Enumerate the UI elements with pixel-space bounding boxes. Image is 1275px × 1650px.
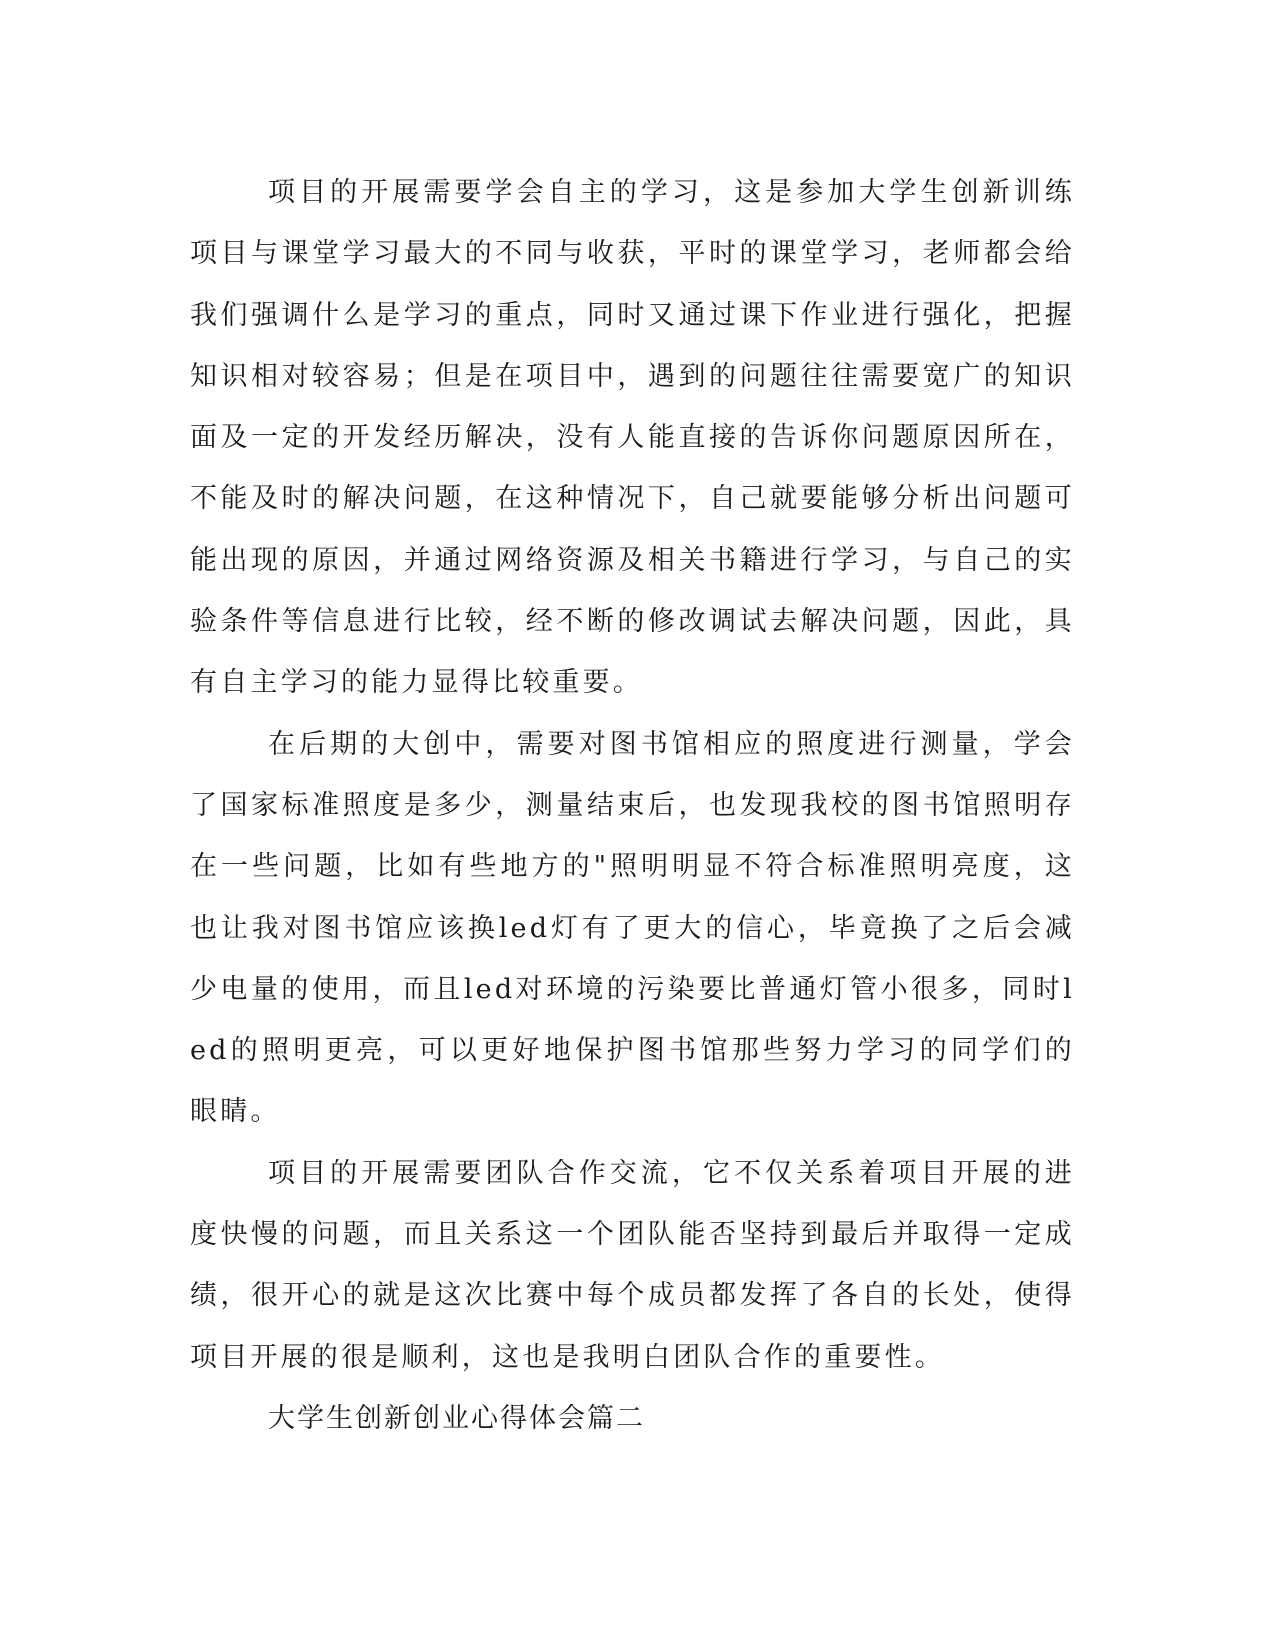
- paragraph-teamwork: 项目的开展需要团队合作交流，它不仅关系着项目开展的进度快慢的问题，而且关系这一个团队能否坚持到最后并取得一定成绩，很开心的就是这次比赛中每个成员都发挥了各自的长处，使得项目开展的很是顺利，这也是我明白团队合作的重要性。: [190, 1157, 1075, 1373]
- section-heading: 大学生创新创业心得体会篇二: [268, 1402, 645, 1434]
- document-body: [190, 162, 1075, 1449]
- paragraph-library-lighting: 在后期的大创中，需要对图书馆相应的照度进行测量，学会了国家标准照度是多少，测量结束后，也发现我校的图书馆照明存在一些问题，比如有些地方的"照明明显不符合标准照明亮度，这也让我对图书馆应该换led灯有了更大的信心，毕竟换了之后会减少电量的使用，而且led对环境的污染要比普通灯管小很多，同时led的照明更亮，可以更好地保护图书馆那些努力学习的同学们的眼睛。: [190, 728, 1075, 1128]
- paragraph-self-learning: 项目的开展需要学会自主的学习，这是参加大学生创新训练项目与课堂学习最大的不同与收获，平时的课堂学习，老师都会给我们强调什么是学习的重点，同时又通过课下作业进行强化，把握知识相对较容易；但是在项目中，遇到的问题往往需要宽广的知识面及一定的开发经历解决，没有人能直接的告诉你问题原因所在，不能及时的解决问题，在这种情况下，自己就要能够分析出问题可能出现的原因，并通过网络资源及相关书籍进行学习，与自己的实验条件等信息进行比较，经不断的修改调试去解决问题，因此，具有自主学习的能力显得比较重要。: [190, 177, 1075, 699]
